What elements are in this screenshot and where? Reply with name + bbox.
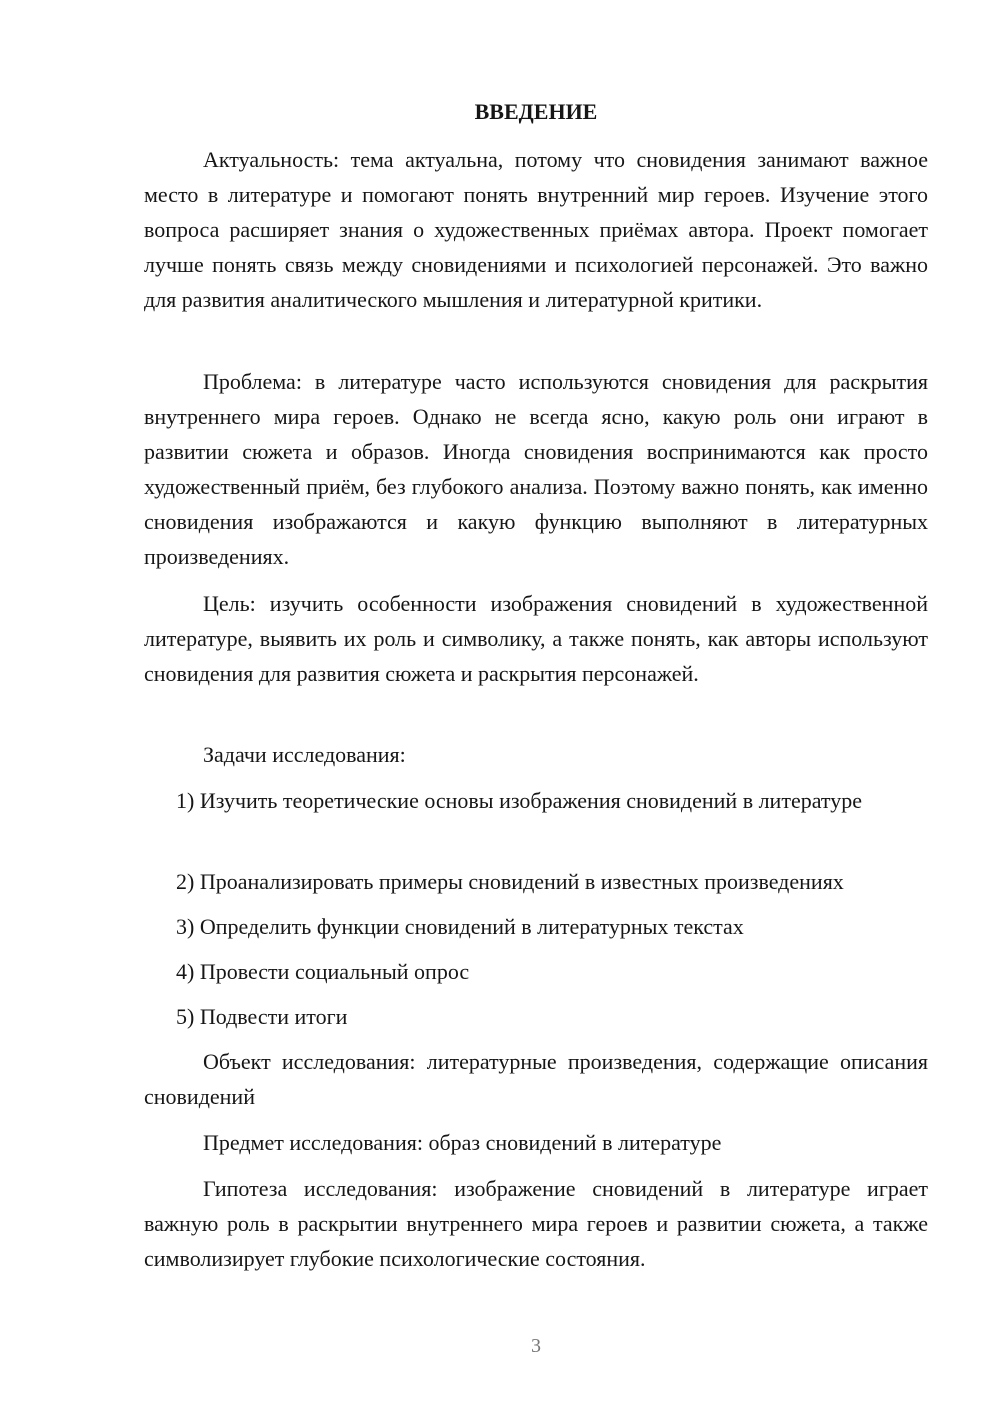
- paragraph-problem: Проблема: в литературе часто используются сновидения для раскрытия внутреннего мира героев. Однако не всегда ясно, какую роль они играют в развитии сюжета и образов. Иногда сновидения воспринимаются как просто художественный приём, без глубокого анализа. Поэтому важно понять, как именно сновидения изображаются и какую функцию выполняют в литературных произведениях.: [144, 369, 928, 569]
- paragraph-hypothesis: Гипотеза исследования: изображение сновидений в литературе играет важную роль в раскрытии внутреннего мира героев и развитии сюжета, а также символизирует глубокие психологические состояния.: [144, 1176, 928, 1271]
- page-title: ВВЕДЕНИЕ: [474, 99, 598, 124]
- task-item-1: 1) Изучить теоретические основы изображения сновидений в литературе: [176, 788, 862, 813]
- page-number: 3: [531, 1335, 541, 1357]
- paragraph-goal: Цель: изучить особенности изображения сновидений в художественной литературе, выявить их роль и символику, а также понять, как авторы используют сновидения для развития сюжета и раскрытия персонажей.: [144, 591, 928, 686]
- tasks-heading: Задачи исследования:: [203, 742, 406, 767]
- task-item-2: 2) Проанализировать примеры сновидений в известных произведениях: [176, 869, 844, 894]
- task-item-4: 4) Провести социальный опрос: [176, 959, 470, 984]
- task-item-3: 3) Определить функции сновидений в литературных текстах: [176, 914, 744, 939]
- task-item-5: 5) Подвести итоги: [176, 1004, 348, 1029]
- paragraph-object: Объект исследования: литературные произведения, содержащие описания сновидений: [144, 1049, 928, 1109]
- paragraph-relevance: Актуальность: тема актуальна, потому что сновидения занимают важное место в литературе и помогают понять внутренний мир героев. Изучение этого вопроса расширяет знания о художественных приёмах автора. Проект помогает лучше понять связь между сновидениями и психологией персонажей. Это важно для развития аналитического мышления и литературной критики.: [144, 147, 928, 312]
- paragraph-subject: Предмет исследования: образ сновидений в литературе: [203, 1130, 722, 1155]
